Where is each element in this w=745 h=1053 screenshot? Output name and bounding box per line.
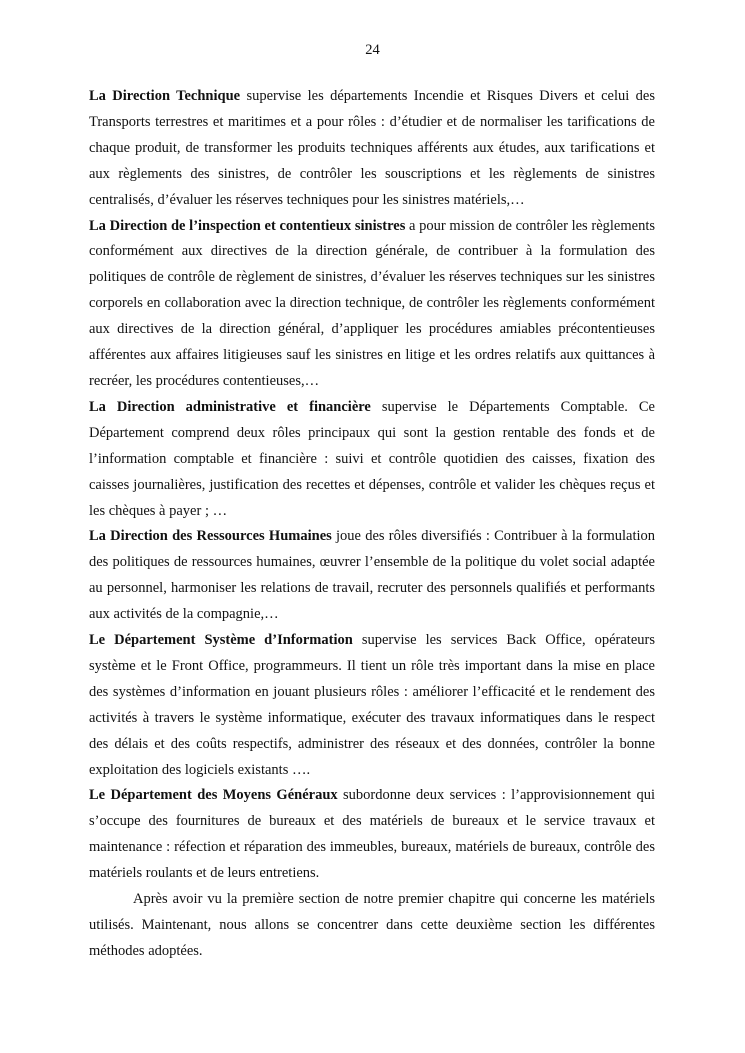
page-number: 24: [365, 42, 380, 58]
paragraph-heading: La Direction des Ressources Humaines: [89, 528, 332, 545]
paragraph-systeme-information: [89, 628, 655, 783]
paragraph-moyens-generaux: [89, 783, 655, 887]
paragraph-heading: La Direction Technique: [89, 88, 241, 104]
paragraph-direction-rh: [89, 524, 655, 628]
paragraph-direction-administrative: [89, 395, 655, 525]
closing-paragraph: Après avoir vu la première section de notre premier chapitre qui concerne les matériels utilisés. Maintenant, nous allons se concentrer dans cette deuxième section les différentes méthodes adoptées.: [89, 891, 655, 959]
paragraph-text: supervise le Départements Comptable. Ce Département comprend deux rôles principaux qui sont la gestion rentable des fonds et de l’information comptable et financière : suivi et contrôle quotidien des caisses, fixation des caisses journalières, justification des recettes et dépenses, contrôle et valider les chèques reçus et les chèques à payer ; …: [89, 398, 655, 519]
paragraph-text: supervise les services Back Office, opérateurs système et le Front Office, programmeurs. Il tient un rôle très important dans la mise en place des systèmes d’information en jouant plusieurs rôles : améliorer l’efficacité et le rendement des activités à travers le système informatique, exécuter des travaux informatiques dans le respect des délais et des coûts respectifs, administrer des réseaux et des données, contrôler la bonne exploitation des logiciels existants ….: [89, 632, 655, 778]
paragraph-direction-technique: [89, 84, 655, 214]
paragraph-heading: Le Département Système d’Information: [89, 632, 353, 649]
paragraph-heading: Le Département des Moyens Généraux: [89, 787, 338, 804]
paragraph-heading: La Direction administrative et financière: [89, 398, 371, 415]
document-body: [89, 84, 655, 965]
paragraph-heading: La Direction de l’inspection et contentieux sinistres: [89, 217, 406, 234]
paragraph-text: subordonne deux services : l’approvisionnement qui s’occupe des fournitures de bureaux et des matériels de bureaux et le service travaux et maintenance : réfection et réparation des immeubles, bureaux, matériels de bureaux, contrôle des matériels roulants et de leurs entretiens.: [89, 787, 656, 882]
paragraph-text: joue des rôles diversifiés : Contribuer à la formulation des politiques de ressources humaines, œuvrer l’ensemble de la politique du volet social adaptée au personnel, harmoniser les relations de travail, recruter des personnels qualifiés et performants aux activités de la compagnie,…: [89, 528, 655, 623]
paragraph-text: supervise les départements Incendie et Risques Divers et celui des Transports terrestres et maritimes et a pour rôles : d’étudier et de normaliser les tarifications de chaque produit, de transformer les produits techniques afférents aux études, aux tarifications et aux règlements des sinistres, de contrôler les souscriptions et les règlements de sinistres centralisés, d’évaluer les réserves techniques pour les sinistres matériels,…: [89, 88, 655, 208]
paragraph-text: a pour mission de contrôler les règlements conformément aux directives de la direction générale, de contribuer à la formulation des politiques de contrôle de règlement de sinistres, d’évaluer les réserves techniques sur les sinistres corporels en collaboration avec la direction technique, de contrôler les règlements conformément aux directives de la direction général, d’appliquer les procédures amiables précontentieuses afférentes aux affaires litigieuses sauf les sinistres en litige et les ordres relatifs aux quittances à recréer, les procédures contentieuses,…: [89, 217, 655, 389]
paragraph-direction-inspection: [89, 214, 655, 395]
